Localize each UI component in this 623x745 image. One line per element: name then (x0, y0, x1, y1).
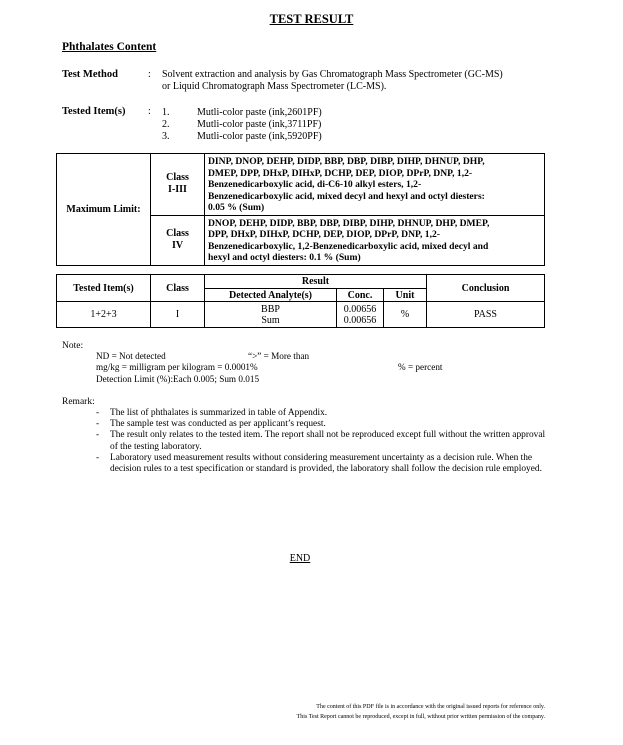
footer-line-2: This Test Report cannot be reproduced, except in full, without prior written permission of the company. (296, 714, 545, 720)
page-title: TEST RESULT (269, 12, 354, 26)
remark-item: - The result only relates to the tested item. The report shall not be reproduced except full without the written approval of the testing laboratory. (96, 430, 546, 452)
conc-value: 0.00656 (343, 314, 377, 326)
analyte-name: BBP (261, 303, 280, 315)
substance-list-cell (205, 154, 545, 216)
remark-item: - Laboratory used measurement results without considering measurement uncertainty as a decision rule. When the decision rules to a test specification or standard is provided, the laboratory shall follow the decision rule employed. (96, 453, 546, 475)
class-label: Class (166, 228, 189, 239)
test-method-colon: : (148, 69, 151, 80)
maximum-limit-label: Maximum Limit: (57, 154, 151, 266)
remark-item: - The sample test was conducted as per applicant’s request. (96, 419, 546, 430)
substance-line: Benzenedicarboxylic acid, di-C6-10 alkyl esters, 1,2- (208, 179, 422, 190)
row-analytes (205, 302, 337, 328)
substance-line: DPP, DHxP, DIHxP, DCHP, DEP, DIOP, DPrP, DNP, 1,2- (208, 229, 440, 240)
tested-item-text: Mutli-color paste (ink,3711PF) (197, 119, 322, 130)
test-method-line-1: Solvent extraction and analysis by Gas Chromatograph Mass Spectrometer (GC-MS) (162, 69, 503, 80)
tested-item-text: Mutli-color paste (ink,2601PF) (197, 107, 322, 118)
note-label: Note: (62, 341, 84, 351)
class-value: I-III (168, 184, 187, 196)
result-table (56, 274, 545, 328)
test-method-line-2: or Liquid Chromatograph Mass Spectrometer (LC-MS). (162, 81, 387, 92)
conc-value: 0.00656 (343, 303, 377, 315)
end-marker: END (289, 553, 311, 564)
substance-line: DINP, DNOP, DEHP, DIDP, BBP, DBP, DIBP, DIHP, DHNUP, DHP, (208, 156, 485, 167)
section-title: Phthalates Content (62, 41, 157, 53)
table-row (57, 302, 545, 328)
tested-item-number: 1. (162, 107, 170, 118)
maximum-limit-table (56, 153, 545, 266)
substance-line: hexyl and octyl diesters: 0.1 % (Sum) (208, 252, 361, 263)
analyte-name: Sum (261, 314, 280, 326)
footer-line-1: The content of this PDF file is in accordance with the original issued reports for reference only. (316, 704, 545, 710)
row-unit: % (384, 302, 427, 328)
substance-line: Benzenedicarboxylic acid, mixed decyl and hexyl and octyl diesters: (208, 190, 485, 202)
tested-item-number: 3. (162, 131, 170, 142)
header-detected-analytes: Detected Analyte(s) (205, 289, 337, 302)
class-cell (151, 154, 205, 216)
note-nd: ND = Not detected (96, 351, 166, 361)
substance-line: Benzenedicarboxylic, 1,2-Benzenedicarboxylic acid, mixed decyl and (208, 240, 489, 252)
class-cell (151, 215, 205, 265)
header-result: Result (205, 275, 427, 289)
remark-list (96, 408, 546, 475)
substance-line: DMEP, DPP, DHxP, DIHxP, DCHP, DEP, DIOP, DPrP, DNP, 1,2- (208, 167, 473, 179)
note-mgkg: mg/kg = milligram per kilogram = 0.0001% (96, 362, 258, 372)
tested-item-number: 2. (162, 119, 170, 130)
note-percent: % = percent (398, 362, 443, 372)
row-class: I (151, 302, 205, 328)
tested-items-colon: : (148, 106, 151, 117)
header-unit: Unit (384, 289, 427, 302)
tested-item-text: Mutli-color paste (ink,5920PF) (197, 131, 322, 142)
row-tested-items: 1+2+3 (57, 302, 151, 328)
note-detection-limit: Detection Limit (%):Each 0.005; Sum 0.015 (96, 374, 260, 384)
row-conclusion: PASS (427, 302, 545, 328)
header-tested-items: Tested Item(s) (57, 275, 151, 302)
class-label: Class (166, 172, 189, 184)
note-more-than: “>” = More than (248, 351, 310, 361)
row-conc (337, 302, 384, 328)
remark-item: - The list of phthalates is summarized in table of Appendix. (96, 408, 546, 419)
test-method-label: Test Method (62, 69, 118, 80)
tested-items-label: Tested Item(s) (62, 106, 126, 117)
header-class: Class (151, 275, 205, 302)
header-conclusion: Conclusion (427, 275, 545, 302)
header-conc: Conc. (337, 289, 384, 302)
remark-label: Remark: (62, 397, 95, 407)
substance-list-cell (205, 215, 545, 265)
substance-line: 0.05 % (Sum) (208, 202, 265, 213)
substance-line: DNOP, DEHP, DIDP, BBP, DBP, DIBP, DIHP, DHNUP, DHP, DMEP, (208, 217, 490, 229)
class-value: IV (171, 240, 184, 251)
